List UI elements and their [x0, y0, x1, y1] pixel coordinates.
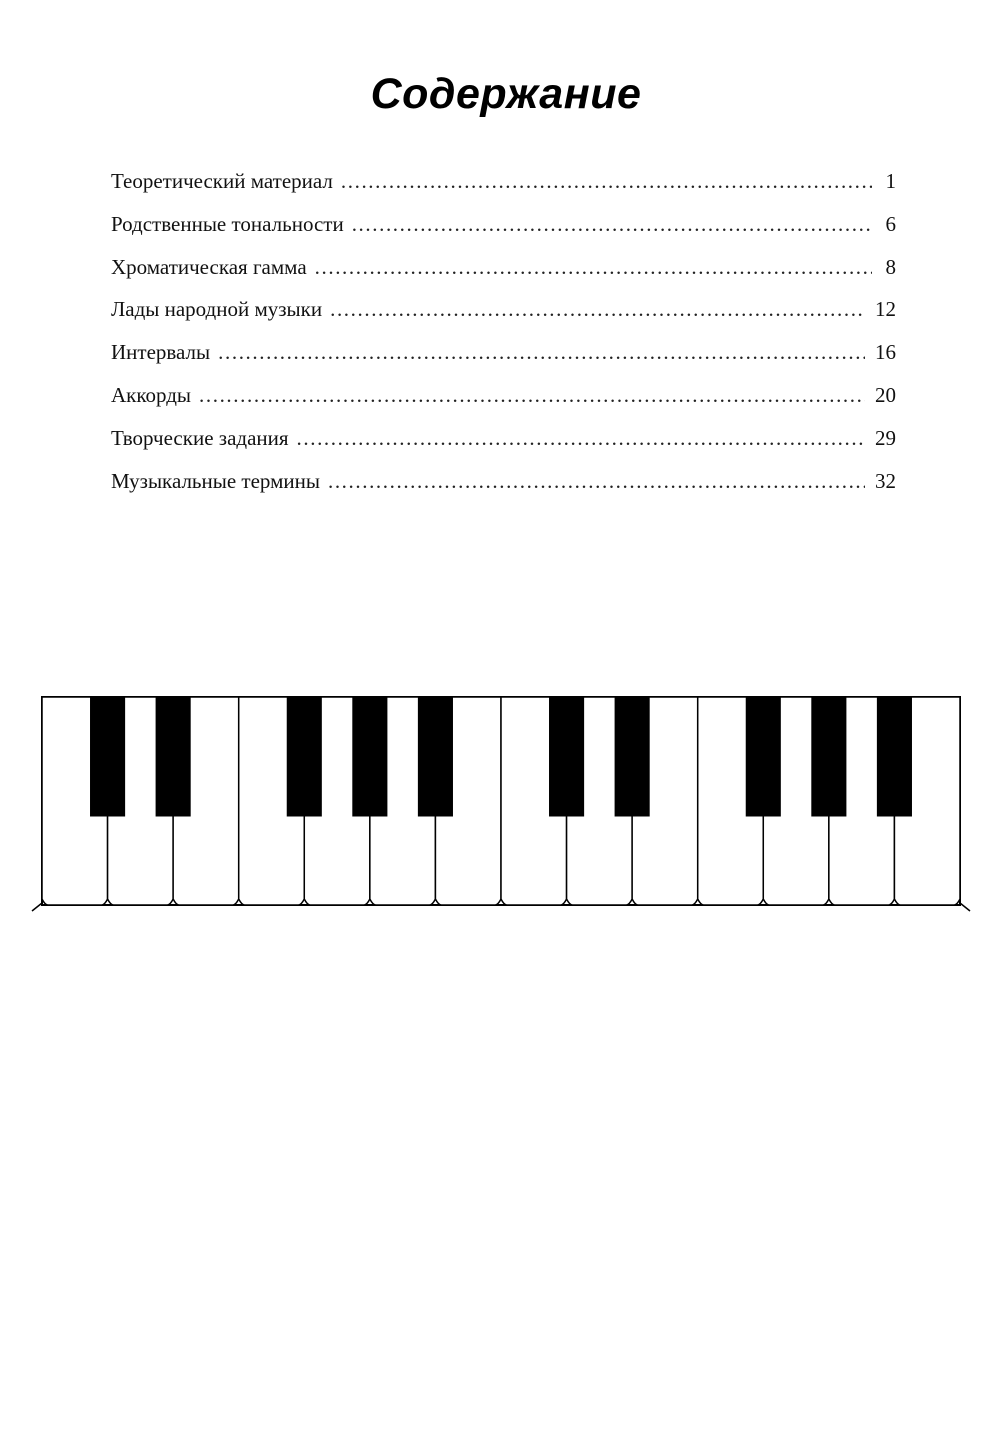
toc-entry-page: 32 [875, 468, 896, 493]
toc-leader-dots [330, 288, 865, 331]
keyboard-edge-tick [960, 903, 970, 911]
toc-leader-dots [328, 460, 865, 503]
toc-entry-page: 6 [885, 211, 896, 236]
black-key [156, 697, 190, 816]
toc-leader-dots [341, 160, 872, 203]
toc-entry[interactable] [111, 288, 896, 331]
table-of-contents [111, 160, 896, 502]
toc-entry[interactable] [111, 417, 896, 460]
toc-entry-page: 8 [885, 254, 896, 279]
toc-entry-page: 29 [875, 425, 896, 450]
toc-entry-label: Интервалы [111, 340, 211, 365]
toc-entry[interactable] [111, 246, 896, 289]
toc-entry-label: Аккорды [111, 382, 192, 407]
toc-entry[interactable] [111, 460, 896, 503]
toc-leader-dots [297, 417, 865, 460]
toc-entry[interactable] [111, 331, 896, 374]
toc-leader-dots [199, 374, 865, 417]
toc-leader-dots [352, 203, 872, 246]
black-key [287, 697, 321, 816]
black-key [746, 697, 780, 816]
black-key [877, 697, 911, 816]
black-key [615, 697, 649, 816]
toc-leader-dots [315, 246, 872, 289]
black-key [812, 697, 846, 816]
black-key [550, 697, 584, 816]
toc-entry-label: Теоретический материал [111, 169, 333, 193]
piano-keyboard-illustration [30, 690, 975, 920]
page-title: Содержание [370, 70, 642, 118]
toc-entry-page: 16 [875, 340, 896, 365]
keyboard-edge-tick [32, 903, 42, 911]
toc-entry-page: 20 [875, 382, 896, 407]
toc-entry[interactable] [111, 374, 896, 417]
toc-entry[interactable] [111, 160, 896, 203]
toc-entry-page: 12 [875, 297, 896, 322]
toc-entry-label: Родственные тональности [111, 211, 344, 236]
black-key [353, 697, 387, 816]
black-key [91, 697, 125, 816]
toc-entry-label: Творческие задания [111, 425, 289, 450]
toc-entry[interactable] [111, 203, 896, 246]
toc-entry-page: 1 [885, 169, 896, 193]
toc-entry-label: Лады народной музыки [111, 297, 323, 322]
black-key [418, 697, 452, 816]
toc-entry-label: Хроматическая гамма [111, 254, 307, 279]
toc-leader-dots [218, 331, 865, 374]
toc-entry-label: Музыкальные термины [111, 468, 320, 493]
